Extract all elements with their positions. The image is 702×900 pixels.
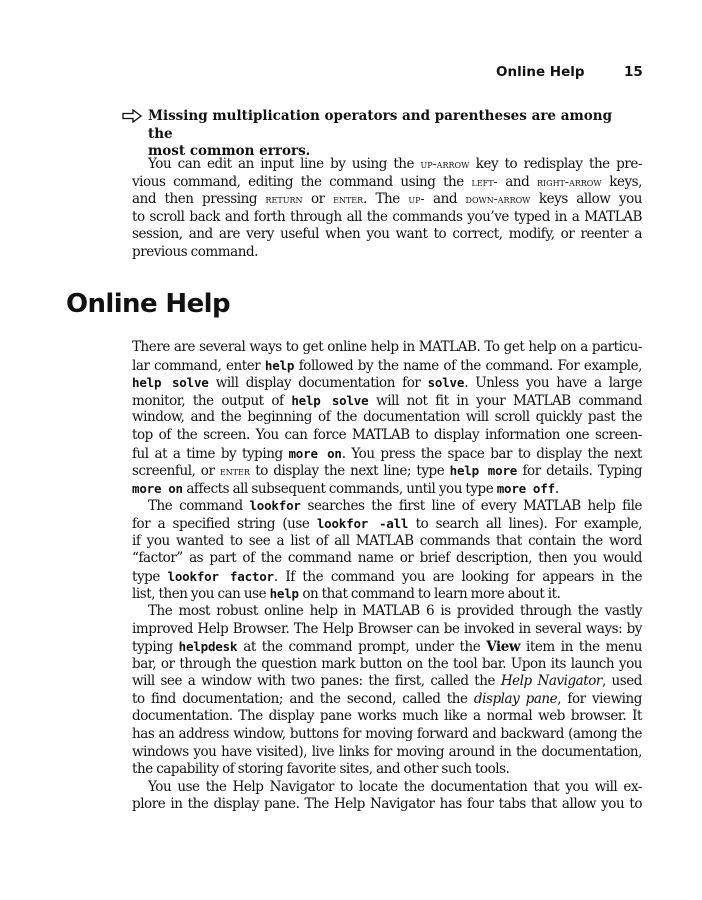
key-name: down-arrow	[465, 192, 531, 207]
tip-text: Missing multiplication operators and parentheses are among the most common errors.	[148, 108, 613, 160]
body-text	[132, 339, 642, 814]
running-header	[0, 64, 702, 82]
code-text: more off	[496, 480, 555, 496]
paragraph-lookfor: The command lookfor searches the first line of every MATLAB help file for a specified string (use lookfor -all to search all lines). For example, if you wanted to see a list of all MATLAB commands that contain the word “factor” as part of the command name or brief description, then you would type lookfor factor. If the command you are looking for appears in the list, then you can use help on that command to learn more about it.	[132, 498, 642, 603]
key-name: enter	[333, 192, 364, 207]
code-text: help	[269, 586, 299, 602]
key-name: return	[265, 192, 303, 207]
paragraph-help-navigator: You use the Help Navigator to locate the documentation that you will ex- plore in the display pane. The Help Navigator has four tabs that allow you to	[132, 778, 642, 813]
term: Help Navigator	[500, 673, 602, 690]
section-heading: Online Help	[66, 289, 230, 319]
code-text: help	[264, 357, 295, 373]
term: display pane	[473, 690, 558, 707]
code-text: lookfor factor	[167, 568, 274, 584]
code-text: lookfor	[249, 498, 301, 514]
code-text: helpdesk	[178, 639, 238, 655]
running-header-title: Online Help	[496, 64, 585, 80]
key-name: up-	[408, 192, 425, 207]
page-number: 15	[624, 64, 643, 80]
code-text: help more	[449, 463, 518, 479]
key-name: left-	[471, 174, 498, 189]
key-name: enter	[219, 464, 250, 479]
paragraph-help: There are several ways to get online help in MATLAB. To get help on a particu- lar command, enter help followed by the name of the command. For example, help solve will display documentation for solve. Unless you have a large monitor, the output of help solve will not fit in your MATLAB command window, and the beginning of the documentation will scroll quickly past the top of the screen. You can force MATLAB to display information one screen- ful at a time by typing more on. You press the space bar to display the next screenful, or enter to display the next line; type help more for details. Typing more on affects all subsequent commands, until you type more off.	[132, 339, 643, 497]
intro-paragraph: You can edit an input line by using the up-arrow key to redisplay the pre- vious command, editing the command using the left- and right-arrow keys, and then pressing return or enter. The up- and down-arrow keys allow you to scroll back and forth through all the commands you’ve typed in a MATLAB session, and are very useful when you want to correct, modify, or reenter a previous command.	[132, 156, 642, 260]
menu-name: View	[486, 639, 521, 656]
key-name: right-arrow	[537, 174, 602, 189]
code-text: solve	[427, 375, 465, 391]
paragraph-help-browser: The most robust online help in MATLAB 6 is provided through the vastly improved Help Browser. The Help Browser can be invoked in several ways: by typing helpdesk at the command prompt, under the View item in the menu bar, or through the question mark button on the tool bar. Upon its launch you will see a window with two panes: the first, called the Help Navigator, used to find documentation; and the second, called the display pane, for viewing documentation. The display pane works much like a normal web browser. It has an address window, buttons for moving forward and backward (among the windows you have visited), live links for moving around in the documentation, the capability of storing favorite sites, and other such tools.	[132, 602, 642, 778]
code-text: help solve	[132, 375, 209, 391]
code-text: more on	[288, 445, 342, 461]
key-name: up-arrow	[420, 157, 470, 171]
right-arrow-icon	[122, 109, 142, 123]
code-text: more on	[132, 480, 183, 496]
code-text: help solve	[291, 392, 369, 408]
code-text: lookfor -all	[316, 515, 409, 531]
